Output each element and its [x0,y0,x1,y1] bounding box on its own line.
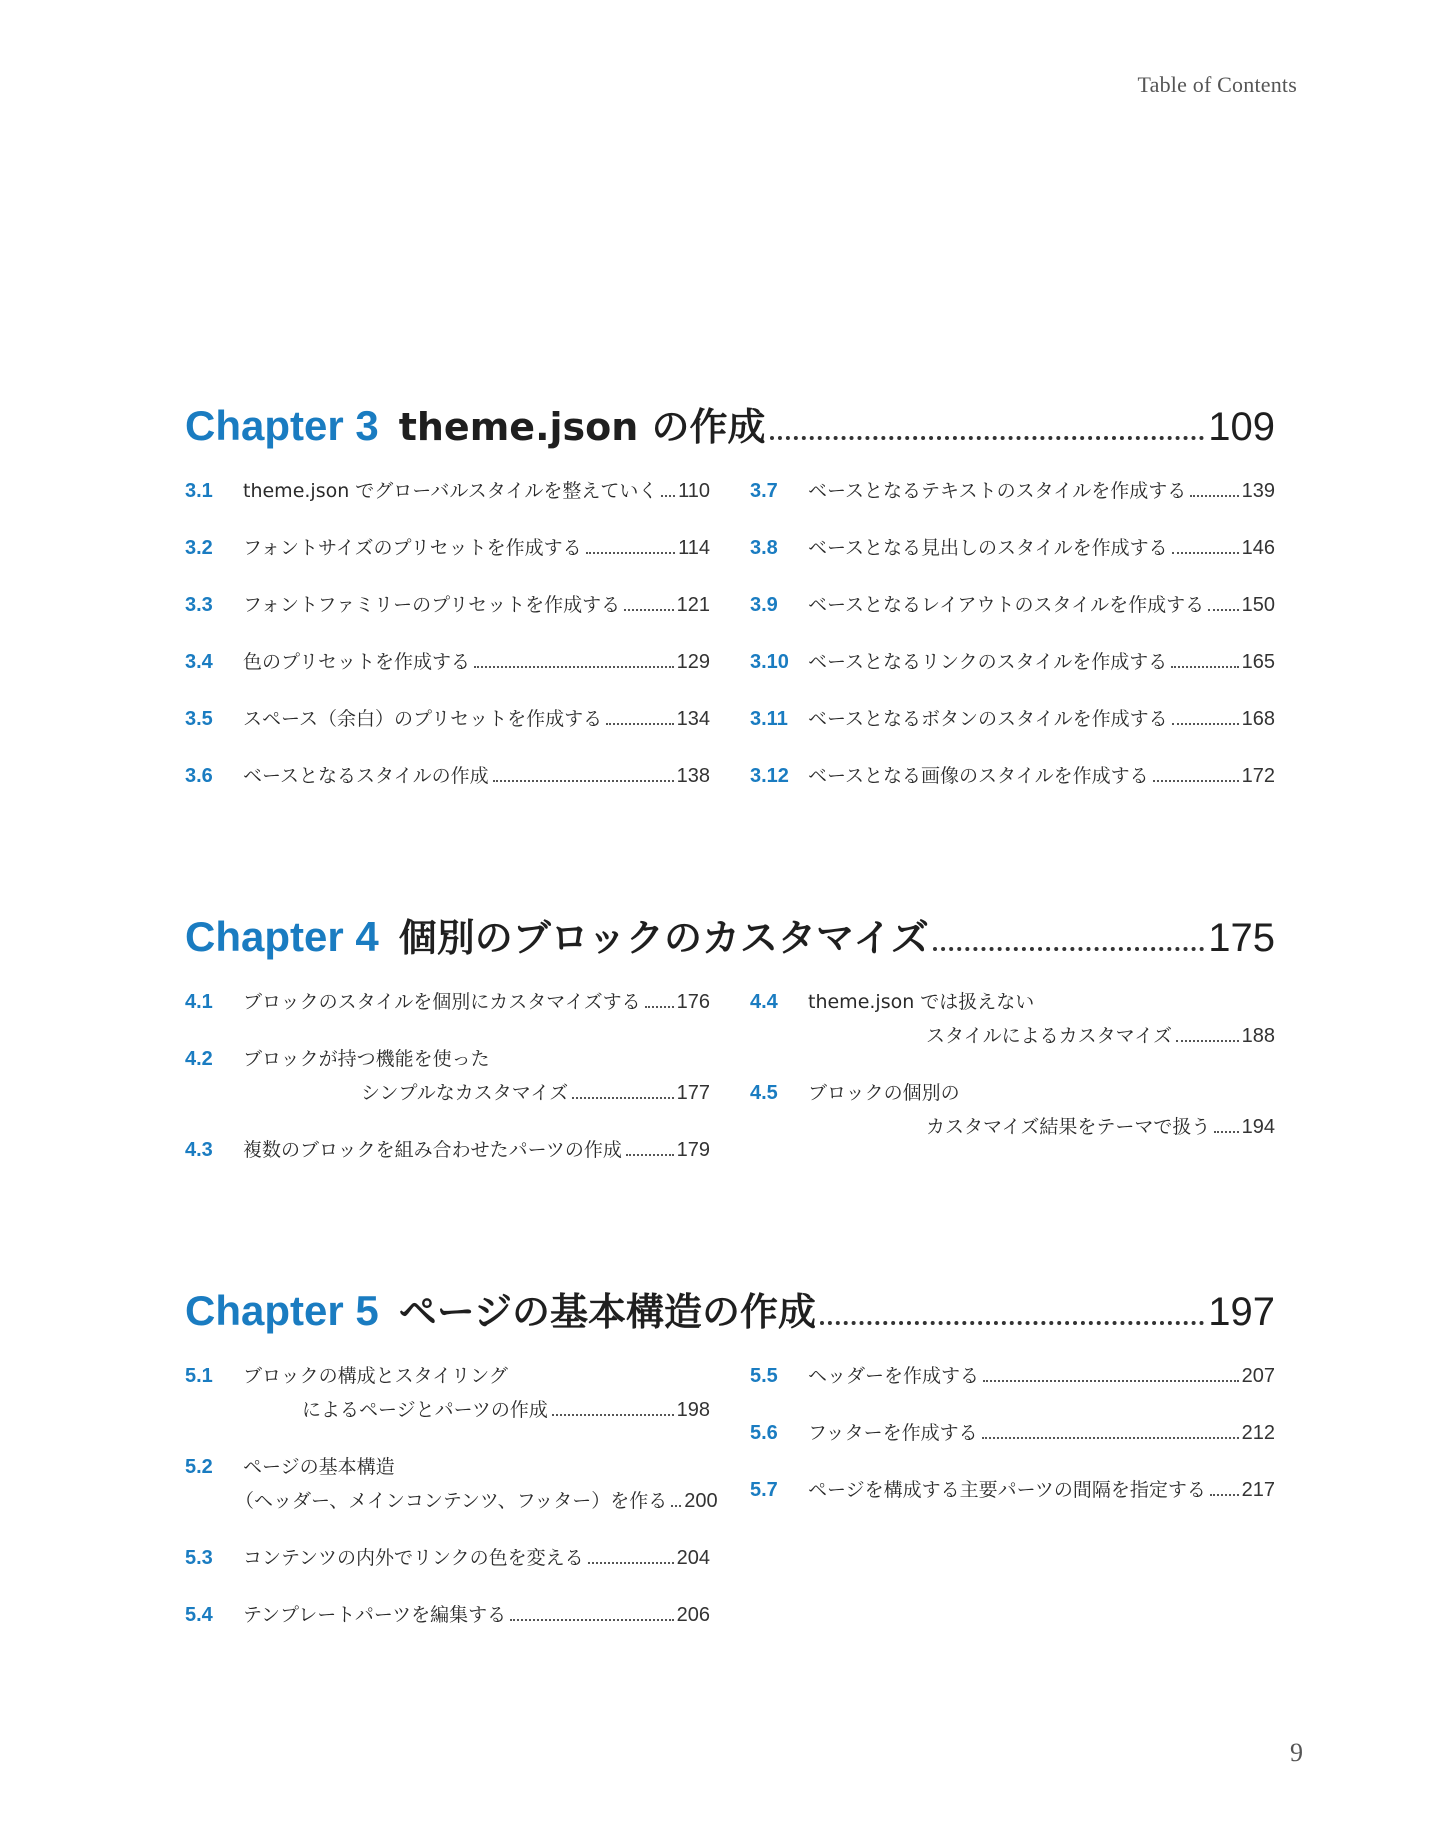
chapter-heading[interactable] [185,396,1275,452]
chapter-page: 109 [1208,405,1275,449]
section-page: 114 [678,537,710,559]
section-page: 198 [676,1399,710,1421]
dot-leader [983,1380,1239,1382]
section-number: 3.9 [750,594,778,616]
toc-entry[interactable] [185,1042,710,1110]
section-title: ページを構成する主要パーツの間隔を指定する [808,1479,1206,1501]
chapter-label: Chapter 5 [185,1287,379,1334]
toc-entry[interactable] [750,985,1275,1053]
toc-entry[interactable] [185,1541,710,1575]
dot-leader [1190,495,1238,497]
section-title: （ヘッダー、メインコンテンツ、フッター）を作る [235,1490,668,1512]
section-number: 3.6 [185,765,213,787]
section-title: ベースとなるリンクのスタイルを作成する [808,651,1168,673]
section-title-line1: ブロックの個別の [808,1082,960,1104]
section-page: 207 [1241,1365,1275,1387]
section-page: 206 [676,1604,710,1626]
dot-leader [1214,1131,1238,1133]
section-number: 3.3 [185,594,213,616]
dot-leader [1153,780,1239,782]
section-page: 146 [1241,537,1275,559]
section-number: 3.4 [185,651,213,673]
toc-entry[interactable] [185,645,710,679]
section-title: フッターを作成する [808,1422,978,1444]
section-number: 4.1 [185,991,213,1013]
dot-leader [982,1437,1239,1439]
section-title: ベースとなる見出しのスタイルを作成する [808,537,1168,559]
section-title-line1: ページの基本構造 [243,1456,395,1478]
dot-leader [1172,552,1239,554]
dot-leader [1208,609,1238,611]
dot-leader [624,609,673,611]
section-title: スタイルによるカスタマイズ [926,1025,1173,1047]
section-page: 134 [676,708,710,730]
section-page: 138 [676,765,710,787]
chapter-heading[interactable] [185,1281,1275,1337]
dot-leader [586,552,676,554]
section-title: フォントファミリーのプリセットを作成する [243,594,621,616]
toc-entry[interactable] [185,474,710,508]
section-page: 129 [676,651,710,673]
section-title: コンテンツの内外でリンクの色を変える [243,1547,584,1569]
dot-leader [1172,723,1239,725]
toc-entry[interactable] [750,1473,1275,1507]
chapter-label: Chapter 4 [185,913,379,960]
section-page: 165 [1241,651,1275,673]
section-title: ベースとなるスタイルの作成 [243,765,489,787]
chapter-page: 197 [1208,1290,1275,1334]
dot-leader [493,780,674,782]
section-title: 色のプリセットを作成する [243,651,471,673]
section-number: 3.11 [750,708,788,730]
dot-leader [474,666,674,668]
toc-entry[interactable] [185,588,710,622]
chapter-4 [185,907,1275,1175]
section-page: 150 [1241,594,1275,616]
section-title-line1: ブロックの構成とスタイリング [243,1365,508,1387]
section-number: 4.2 [185,1048,213,1070]
section-title: theme.json でグローバルスタイルを整えていく [243,480,658,502]
section-title: ベースとなるレイアウトのスタイルを作成する [808,594,1205,616]
chapter-5 [185,1281,1275,1639]
toc-entry[interactable] [750,645,1275,679]
dot-leader [606,723,674,725]
section-title: ベースとなるボタンのスタイルを作成する [808,708,1168,730]
dot-leader [588,1562,674,1564]
section-title: 複数のブロックを組み合わせたパーツの作成 [243,1139,622,1161]
chapter-dot-leader [933,947,1204,951]
section-title: ブロックのスタイルを個別にカスタマイズする [243,991,641,1013]
chapter-title: 個別のブロックのカスタマイズ [398,916,929,960]
dot-leader [572,1097,673,1099]
section-number: 3.12 [750,765,789,787]
section-page: 194 [1241,1116,1275,1138]
section-page: 200 [684,1490,718,1512]
section-number: 3.2 [185,537,213,559]
dot-leader [510,1619,673,1621]
section-page: 204 [676,1547,710,1569]
section-page: 110 [678,480,710,502]
toc-entry[interactable] [185,531,710,565]
section-page: 217 [1241,1479,1275,1501]
toc-entry[interactable] [185,1598,710,1632]
dot-leader [645,1006,674,1008]
section-number: 5.5 [750,1365,778,1387]
dot-leader [626,1154,674,1156]
chapter-dot-leader [770,436,1205,440]
chapter-dot-leader [820,1321,1204,1325]
toc-entry[interactable] [750,1359,1275,1393]
section-number: 3.8 [750,537,778,559]
section-page: 212 [1241,1422,1275,1444]
toc-entry[interactable] [750,702,1275,736]
section-number: 4.5 [750,1082,778,1104]
section-page: 177 [676,1082,710,1104]
toc-entry[interactable] [185,1133,710,1167]
section-title: カスタマイズ結果をテーマで扱う [926,1116,1211,1138]
chapter-page: 175 [1208,916,1275,960]
toc-entry[interactable] [750,1076,1275,1144]
section-page: 179 [676,1139,710,1161]
section-title: によるページとパーツの作成 [302,1399,548,1421]
toc-entry[interactable] [185,759,710,793]
section-title: スペース（余白）のプリセットを作成する [243,708,603,730]
section-number: 4.4 [750,991,778,1013]
toc-entry[interactable] [750,474,1275,508]
toc-entry[interactable] [185,1359,710,1427]
section-title: シンプルなカスタマイズ [361,1082,569,1104]
dot-leader [1171,666,1238,668]
section-title: ヘッダーを作成する [808,1365,980,1387]
section-title: フォントサイズのプリセットを作成する [243,537,582,559]
section-page: 121 [676,594,710,616]
toc-entry[interactable] [750,588,1275,622]
section-number: 4.3 [185,1139,213,1161]
section-number: 5.6 [750,1422,778,1444]
section-number: 3.5 [185,708,213,730]
section-number: 5.4 [185,1604,213,1626]
dot-leader [1176,1040,1239,1042]
section-page: 172 [1241,765,1275,787]
section-title: テンプレートパーツを編集する [243,1604,507,1626]
dot-leader [671,1505,681,1507]
chapter-label: Chapter 3 [185,402,379,449]
chapter-3 [185,396,1275,804]
toc-entry[interactable] [750,1416,1275,1450]
section-title-line1: ブロックが持つ機能を使った [243,1048,490,1070]
section-number: 5.7 [750,1479,778,1501]
dot-leader [552,1414,674,1416]
section-number: 3.10 [750,651,789,673]
running-head: Table of Contents [1137,72,1297,97]
toc-entry[interactable] [185,1450,718,1518]
section-number: 3.7 [750,480,778,502]
section-number: 5.1 [185,1365,213,1387]
chapter-title: ページの基本構造の作成 [398,1290,816,1334]
section-page: 176 [676,991,710,1013]
section-number: 3.1 [185,480,213,502]
toc-entry[interactable] [750,759,1275,793]
section-page: 188 [1241,1025,1275,1047]
dot-leader [661,495,675,497]
section-title-line1: theme.json では扱えない [808,991,1035,1013]
chapter-title: theme.json の作成 [398,405,766,449]
section-number: 5.3 [185,1547,213,1569]
section-page: 168 [1241,708,1275,730]
dot-leader [1210,1494,1239,1496]
chapter-heading[interactable] [185,907,1275,963]
section-page: 139 [1241,480,1275,502]
page-number: 9 [1290,1738,1303,1767]
toc-entry[interactable] [750,531,1275,565]
section-title: ベースとなるテキストのスタイルを作成する [808,480,1187,502]
section-number: 5.2 [185,1456,213,1478]
toc-entry[interactable] [185,702,710,736]
toc-entry[interactable] [185,985,710,1019]
section-title: ベースとなる画像のスタイルを作成する [808,765,1149,787]
